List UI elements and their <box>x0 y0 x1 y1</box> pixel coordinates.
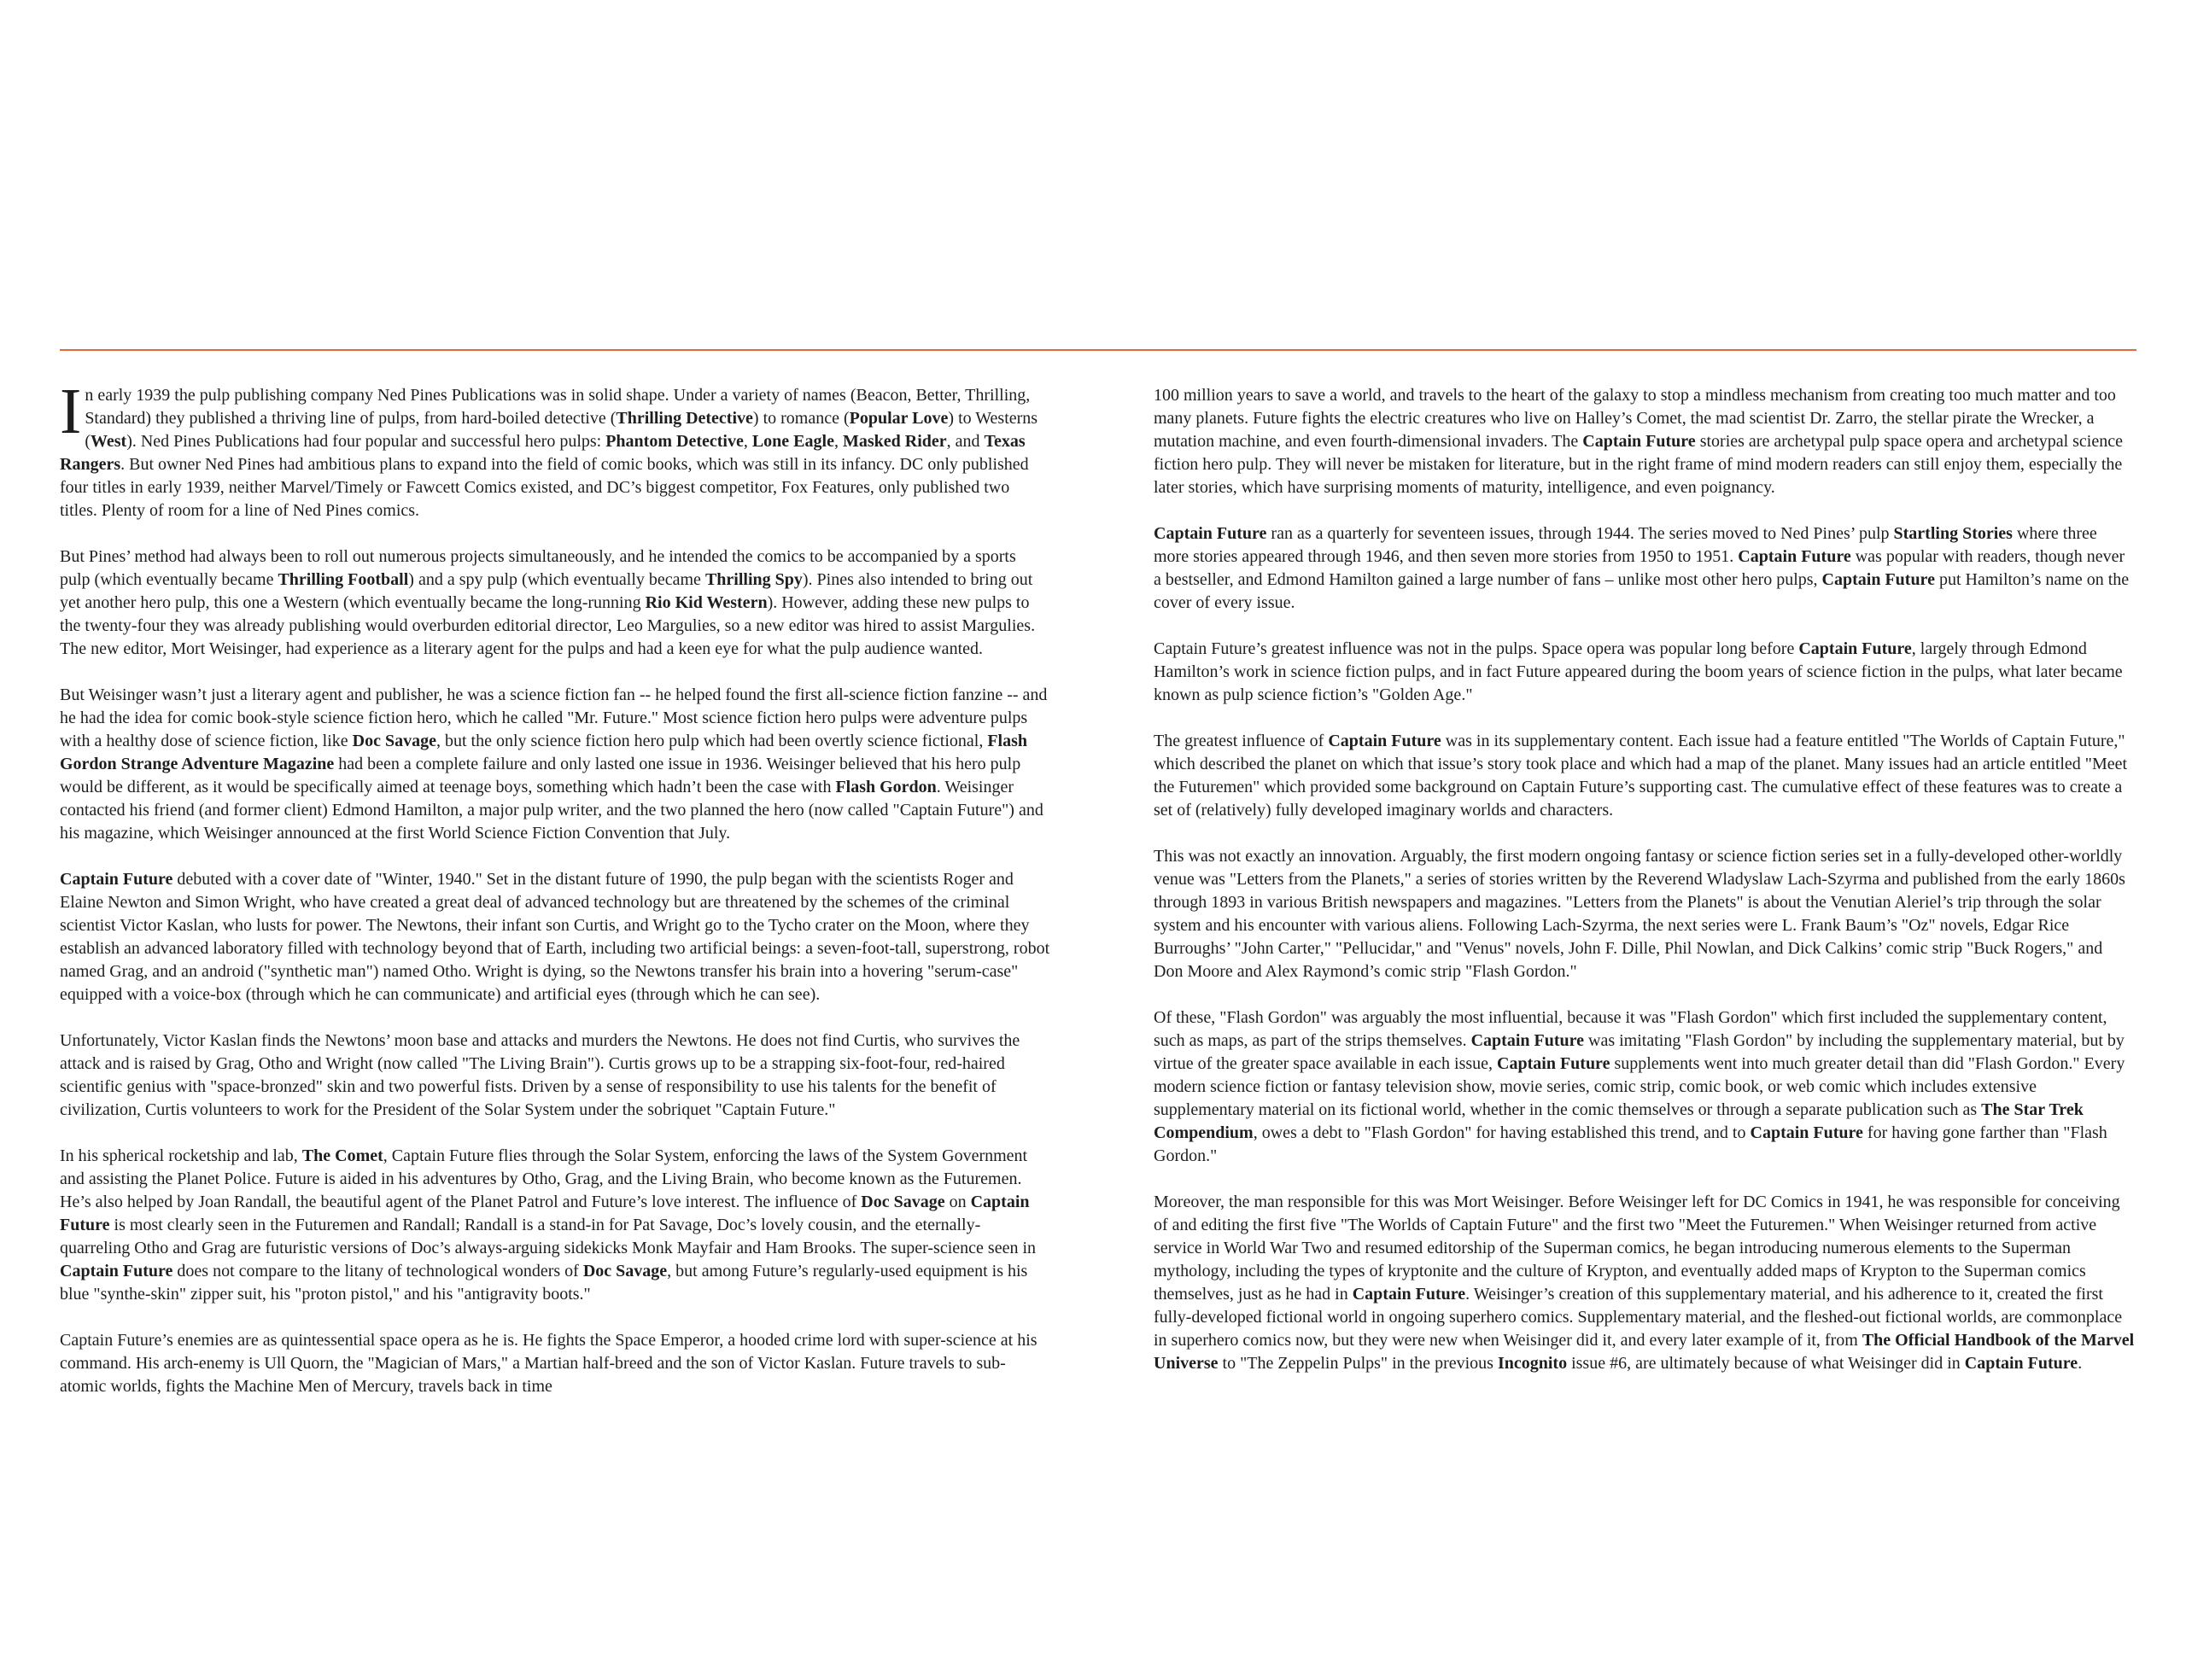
text-run: Moreover, the man responsible for this was Mort Weisinger. Before Weisinger left for DC Comics in 1941, he was responsible for conceiving of and editing the first five "The Worlds of Captain Future" and the first two "Meet the Futuremen." When Weisinger returned from active service in World War Two and resumed editorship of the Superman comics, he began introducing numerous elements to the Superman mythology, including the types of kryptonite and the culture of Krypton, and eventually added maps of Krypton to the Superman comics themselves, just as he had in <box>1154 1193 2120 1304</box>
text-run: . But owner Ned Pines had ambitious plans to expand into the field of comic books, which was still in its infancy. DC only published four titles in early 1939, neither Marvel/Timely or Fawcett Comics existed, and DC’s biggest competitor, Fox Features, only published two titles. Plenty of room for a line of Ned Pines comics. <box>60 455 1029 520</box>
text-run: ran as a quarterly for seventeen issues, through 1944. The series moved to Ned Pines’ pulp <box>1266 524 1894 543</box>
text-run: ). Pines also intended to bring out yet another hero pulp, this one a Western (which eventually became the long-running <box>60 570 1033 612</box>
text-run: , <box>743 432 752 451</box>
text-run: issue #6, are ultimately because of what Weisinger did in <box>1567 1354 1965 1373</box>
text-run: Captain Future’s enemies are as quintessential space opera as he is. He fights the Space Emperor, a hooded crime lord with super-science at his command. His arch-enemy is Ull Quorn, the "Magician of Mars," a Martian half-breed and the son of Victor Kaslan. Future travels to sub-atomic worlds, fights the Machine Men of Mercury, travels back in time <box>60 1331 1037 1396</box>
title-reference: West <box>90 432 127 451</box>
title-reference: Captain Future <box>1964 1354 2078 1373</box>
title-reference: Doc Savage <box>352 732 436 750</box>
text-run: for having gone farther than "Flash Gordon." <box>1154 1123 2107 1165</box>
paragraph <box>1154 1191 2135 1375</box>
paragraph <box>1154 384 2135 499</box>
text-run: had been a complete failure and only lasted one issue in 1936. Weisinger believed that his hero pulp would be different, as it would be specifically aimed at teenage boys, something which hadn’t been the case with <box>60 755 1021 796</box>
text-run: supplements went into much greater detail than did "Flash Gordon." Every modern science fiction or fantasy television show, movie series, comic strip, comic book, or web comic which includes extensive supplementary material on its fictional world, whether in the comic themselves or through a separate publication such as <box>1154 1054 2125 1119</box>
drop-cap: I <box>60 376 82 447</box>
text-run: does not compare to the litany of technological wonders of <box>172 1262 583 1280</box>
title-reference: Thrilling Spy <box>704 570 803 589</box>
paragraph <box>1154 730 2135 822</box>
right-column <box>1154 384 2135 1398</box>
text-run: , <box>833 432 843 451</box>
title-reference: Doc Savage <box>861 1193 945 1211</box>
text-run: is most clearly seen in the Futuremen and Randall; Randall is a stand-in for Pat Savage, Doc’s lovely cousin, and the eternally-quarreling Otho and Grag are futuristic versions of Doc’s always-arguing sidekicks Monk Mayfair and Ham Brooks. The super-science seen in <box>60 1216 1036 1257</box>
title-reference: Masked Rider <box>842 432 947 451</box>
text-run: was in its supplementary content. Each issue had a feature entitled "The Worlds of Captain Future," which described the planet on which that issue’s story took place and which had a map of the planet. Many issues had an article entitled "Meet the Futuremen" which provided some background on Captain Future’s supporting cast. The cumulative effect of these features was to create a set of (relatively) fully developed imaginary worlds and characters. <box>1154 732 2128 820</box>
text-run: The greatest influence of <box>1154 732 1329 750</box>
title-reference: Doc Savage <box>582 1262 668 1280</box>
text-run: where three more stories appeared through 1946, and then seven more stories from 1950 to 1951. <box>1154 524 2097 566</box>
title-reference: Texas Rangers <box>60 432 1026 474</box>
title-reference: The Official Handbook of the Marvel Universe <box>1154 1331 2135 1373</box>
text-run: In his spherical rocketship and lab, <box>60 1146 302 1165</box>
text-run: , and <box>946 432 985 451</box>
title-reference: Flash Gordon <box>835 778 937 796</box>
paragraph <box>1154 522 2135 615</box>
title-reference: Captain Future <box>1798 639 1912 658</box>
title-reference: Captain Future <box>60 1262 173 1280</box>
title-reference: Captain Future <box>1352 1285 1466 1304</box>
text-run: ) to romance ( <box>752 409 850 428</box>
paragraph <box>60 868 1050 1006</box>
text-run: debuted with a cover date of "Winter, 1940." Set in the distant future of 1990, the pulp began with the scientists Roger and Elaine Newton and Simon Wright, who have created a great deal of advanced technology but are threatened by the schemes of the criminal scientist Victor Kaslan, who lusts for power. The Newtons, their infant son Curtis, and Wright go to the Tycho crater on the Moon, where they establish an advanced laboratory filled with technology beyond that of Earth, including two artificial beings: a seven-foot-tall, superstrong, robot named Grag, and an android ("synthetic man") named Otho. Wright is dying, so the Newtons transfer his brain into a hovering "serum-case" equipped with a voice-box (through which he can communicate) and artificial eyes (through which he can see). <box>60 870 1050 1004</box>
title-reference: Captain Future <box>1750 1123 1863 1142</box>
text-run: , but the only science fiction hero pulp which had been overtly science fictional, <box>436 732 988 750</box>
text-run: , Captain Future flies through the Solar System, enforcing the laws of the System Government and assisting the Planet Police. Future is aided in his adventures by Otho, Grag, and the Living Brain, who become known as the Futuremen. He’s also helped by Joan Randall, the beautiful agent of the Planet Patrol and Future’s love interest. The influence of <box>60 1146 1028 1211</box>
text-run: But Pines’ method had always been to roll out numerous projects simultaneously, and he intended the comics to be accompanied by a sports pulp (which eventually became <box>60 547 1016 589</box>
text-run: ). However, adding these new pulps to the twenty-four they was already publishing would overburden editorial director, Leo Margulies, so a new editor was hired to assist Margulies. The new editor, Mort Weisinger, had experience as a literary agent for the pulps and had a keen eye for what the pulp audience wanted. <box>60 593 1036 658</box>
text-run: Of these, "Flash Gordon" was arguably the most influential, because it was "Flash Gordon" which first included the supplementary content, such as maps, as part of the strips themselves. <box>1154 1008 2107 1050</box>
title-reference: Captain Future <box>1328 732 1441 750</box>
title-reference: Captain Future <box>1582 432 1696 451</box>
text-run: , largely through Edmond Hamilton’s work in science fiction pulps, and in fact Future appeared during the boom years of science fiction in the pulps, what later became known as pulp science fiction’s "Golden Age." <box>1154 639 2123 704</box>
paragraph <box>60 376 1050 522</box>
title-reference: Captain Future <box>1821 570 1935 589</box>
paragraph <box>60 684 1050 845</box>
title-reference: The Star Trek Compendium <box>1154 1100 2084 1142</box>
text-run: ) and a spy pulp (which eventually became <box>408 570 705 589</box>
title-reference: Captain Future <box>1738 547 1851 566</box>
text-run: stories are archetypal pulp space opera and archetypal science fiction hero pulp. They will never be mistaken for literature, but in the right frame of mind modern readers can still enjoy them, especially the later stories, which have surprising moments of maturity, intelligence, and even poignancy. <box>1154 432 2123 497</box>
text-run: 100 million years to save a world, and travels to the heart of the galaxy to stop a mindless mechanism from creating too much matter and too many planets. Future fights the electric creatures who live on Halley’s Comet, the mad scientist Dr. Zarro, the stellar pirate the Wrecker, a mutation machine, and even fourth-dimensional invaders. The <box>1154 386 2116 451</box>
text-run: to "The Zeppelin Pulps" in the previous <box>1218 1354 1498 1373</box>
text-run: , but among Future’s regularly-used equipment is his blue "synthe-skin" zipper suit, his "proton pistol," and his "antigravity boots." <box>60 1262 1028 1304</box>
title-reference: Captain Future <box>1497 1054 1610 1073</box>
paragraph <box>60 1030 1050 1122</box>
text-run: n early 1939 the pulp publishing company Ned Pines Publications was in solid shape. Under a variety of names (Beacon, Better, Thrilling, Standard) they published a thriving line of pulps, from hard-boiled detective ( <box>85 386 1031 428</box>
title-reference: Captain Future <box>1154 524 1267 543</box>
title-reference: Captain Future <box>60 870 173 889</box>
title-reference: Captain Future <box>60 1193 1030 1234</box>
text-run: on <box>944 1193 971 1211</box>
header-rule <box>60 349 2136 351</box>
title-reference: Thrilling Football <box>278 570 409 589</box>
text-run: ) to Westerns ( <box>85 409 1038 451</box>
title-reference: Lone Eagle <box>751 432 834 451</box>
paragraph <box>1154 638 2135 707</box>
text-run: was popular with readers, though never a bestseller, and Edmond Hamilton gained a large number of fans – unlike most other hero pulps, <box>1154 547 2125 589</box>
text-run: , owes a debt to "Flash Gordon" for having established this trend, and to <box>1253 1123 1751 1142</box>
title-reference: Startling Stories <box>1893 524 2013 543</box>
title-reference: Thrilling Detective <box>616 409 753 428</box>
paragraph <box>60 545 1050 661</box>
text-run: put Hamilton’s name on the cover of every issue. <box>1154 570 2130 612</box>
title-reference: The Comet <box>301 1146 383 1165</box>
text-run: ). Ned Pines Publications had four popular and successful hero pulps: <box>126 432 606 451</box>
paragraph <box>1154 1006 2135 1168</box>
paragraph <box>60 1329 1050 1398</box>
text-run: Unfortunately, Victor Kaslan finds the Newtons’ moon base and attacks and murders the Newtons. He does not find Curtis, who survives the attack and is raised by Grag, Otho and Wright (now called "The Living Brain"). Curtis grows up to be a strapping six-foot-four, red-haired scientific genius with "space-bronzed" skin and two powerful fists. Driven by a sense of responsibility to use his talents for the benefit of civilization, Curtis volunteers to work for the President of the Solar System under the sobriquet "Captain Future." <box>60 1031 1020 1119</box>
left-column <box>60 376 1050 1421</box>
text-run: . <box>2078 1354 2083 1373</box>
paragraph <box>1154 845 2135 983</box>
text-run: was imitating "Flash Gordon" by including the supplementary material, but by virtue of the greater space available in each issue, <box>1154 1031 2125 1073</box>
text-run: . Weisinger contacted his friend (and former client) Edmond Hamilton, a major pulp writer, and the two planned the hero (now called "Captain Future") and his magazine, which Weisinger announced at the first World Science Fiction Convention that July. <box>60 778 1043 843</box>
text-run: . Weisinger’s creation of this supplementary material, and his adherence to it, created the first fully-developed fictional world in ongoing superhero comics. Supplementary material, and the fleshed-out fictional worlds, are commonplace in superhero comics now, but they were new when Weisinger did it, and every later example of it, from <box>1154 1285 2123 1350</box>
title-reference: Phantom Detective <box>605 432 744 451</box>
text-run: This was not exactly an innovation. Arguably, the first modern ongoing fantasy or science fiction series set in a fully-developed other-worldly venue was "Letters from the Planets," a series of stories written by the Reverend Wladyslaw Lach-Szyrma and published from the early 1860s through 1893 in various British newspapers and magazines. "Letters from the Planets" is about the Venutian Aleriel’s trip through the solar system and his encounter with various aliens. Following Lach-Szyrma, the next series were L. Frank Baum’s "Oz" novels, Edgar Rice Burroughs’ "John Carter," "Pellucidar," and "Venus" novels, John F. Dille, Phil Nowlan, and Dick Calkins’ comic strip "Buck Rogers," and Don Moore and Alex Raymond’s comic strip "Flash Gordon." <box>1154 847 2125 981</box>
paragraph <box>60 1145 1050 1306</box>
title-reference: Captain Future <box>1470 1031 1585 1050</box>
title-reference: Popular Love <box>849 409 949 428</box>
title-reference: Rio Kid Western <box>645 593 768 612</box>
title-reference: Incognito <box>1497 1354 1568 1373</box>
text-run: Captain Future’s greatest influence was not in the pulps. Space opera was popular long before <box>1154 639 1799 658</box>
text-run: But Weisinger wasn’t just a literary agent and publisher, he was a science fiction fan -- he helped found the first all-science fiction fanzine -- and he had the idea for comic book-style science fiction hero, which he called "Mr. Future." Most science fiction hero pulps were adventure pulps with a healthy dose of science fiction, like <box>60 685 1048 750</box>
title-reference: Flash Gordon Strange Adventure Magazine <box>60 732 1028 773</box>
